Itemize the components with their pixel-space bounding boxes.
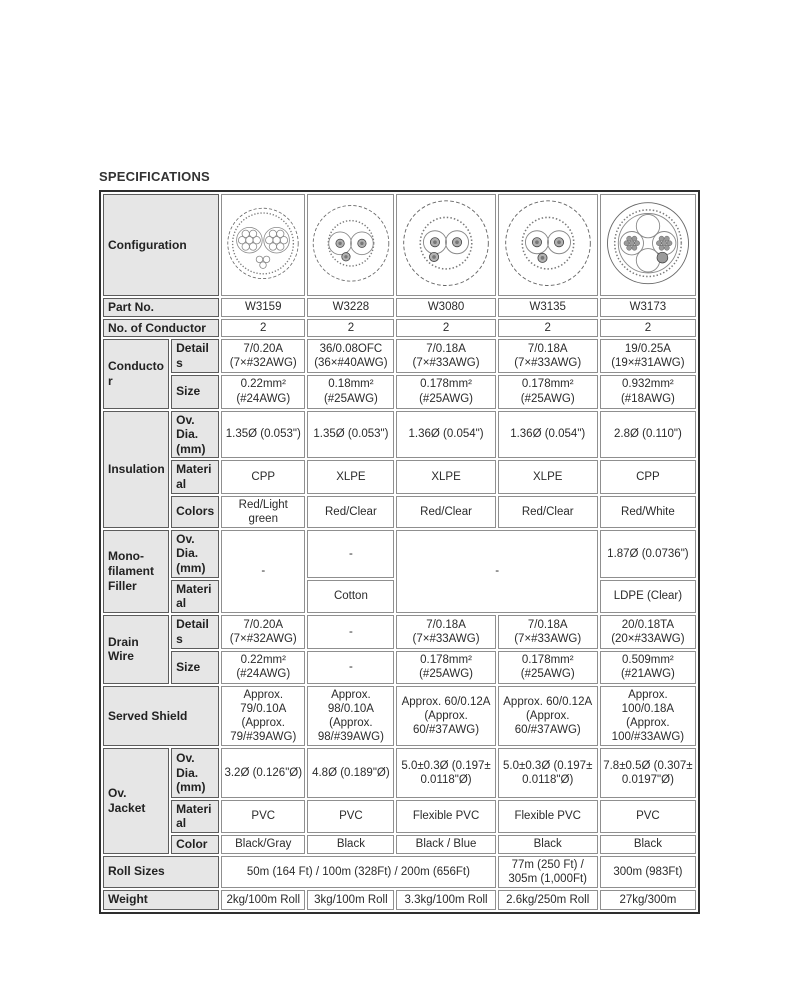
jacket-ov-dia-w3173: 7.8±0.5Ø (0.307± 0.0197"Ø) <box>600 748 696 798</box>
conductor-count-w3159: 2 <box>221 319 305 338</box>
conductor-count-w3080: 2 <box>396 319 495 338</box>
filler-ov-dia-w3228: - <box>307 530 394 578</box>
insulation-colors-w3135: Red/Clear <box>498 496 598 528</box>
jacket-color-w3080: Black / Blue <box>396 835 495 854</box>
insulation-ov-dia-w3173: 2.8Ø (0.110") <box>600 411 696 459</box>
insulation-material-w3135: XLPE <box>498 460 598 493</box>
conductor-size-w3135: 0.178mm² (#25AWG) <box>498 375 598 409</box>
insulation-ov-dia-w3159: 1.35Ø (0.053") <box>221 411 305 459</box>
configuration-cell-w3173 <box>600 194 696 296</box>
filler-w3159: - <box>221 530 305 613</box>
weight-label: Weight <box>103 890 219 910</box>
row-drain-size <box>103 651 696 684</box>
row-served-shield <box>103 686 696 746</box>
jacket-material-w3159: PVC <box>221 800 305 833</box>
weight-w3228: 3kg/100m Roll <box>307 890 394 910</box>
configuration-cell-w3135 <box>498 194 598 296</box>
drain-size-w3135: 0.178mm² (#25AWG) <box>498 651 598 684</box>
drain-details-w3159: 7/0.20A (7×#32AWG) <box>221 615 305 649</box>
insulation-ov-dia-w3228: 1.35Ø (0.053") <box>307 411 394 459</box>
roll-sizes-w3135: 77m (250 Ft) / 305m (1,000Ft) <box>498 856 598 888</box>
part-no-w3135: W3135 <box>498 298 598 317</box>
conductor-details-w3135: 7/0.18A (7×#33AWG) <box>498 339 598 372</box>
row-jacket-color <box>103 835 696 854</box>
conductor-details-w3173: 19/0.25A (19×#31AWG) <box>600 339 696 372</box>
conductor-details-w3228: 36/0.08OFC (36×#40AWG) <box>307 339 394 372</box>
ov-jacket-label: Ov. Jacket <box>103 748 169 854</box>
drain-size-label: Size <box>171 651 219 684</box>
part-no-w3173: W3173 <box>600 298 696 317</box>
jacket-ov-dia-w3159: 3.2Ø (0.126"Ø) <box>221 748 305 798</box>
drain-details-w3173: 20/0.18TA (20×#33AWG) <box>600 615 696 649</box>
conductor-details-label: Details <box>171 339 219 372</box>
row-jacket-ov-dia <box>103 748 696 798</box>
filler-material-w3173: LDPE (Clear) <box>600 580 696 613</box>
roll-sizes-label: Roll Sizes <box>103 856 219 888</box>
configuration-cell-w3228 <box>307 194 394 296</box>
spec-sheet <box>99 169 703 914</box>
insulation-colors-w3173: Red/White <box>600 496 696 528</box>
jacket-material-w3080: Flexible PVC <box>396 800 495 833</box>
insulation-ov-dia-w3135: 1.36Ø (0.054") <box>498 411 598 459</box>
drain-size-w3228: - <box>307 651 394 684</box>
insulation-material-label: Material <box>171 460 219 493</box>
served-shield-label: Served Shield <box>103 686 219 746</box>
row-conductor-details <box>103 339 696 372</box>
configuration-cell-w3080 <box>396 194 495 296</box>
conductor-details-w3159: 7/0.20A (7×#32AWG) <box>221 339 305 372</box>
insulation-material-w3080: XLPE <box>396 460 495 493</box>
no-of-conductor-label: No. of Conductor <box>103 319 219 338</box>
configuration-label: Configuration <box>103 194 219 296</box>
conductor-size-w3173: 0.932mm² (#18AWG) <box>600 375 696 409</box>
conductor-count-w3228: 2 <box>307 319 394 338</box>
jacket-color-w3159: Black/Gray <box>221 835 305 854</box>
cable-cross-section-w3135-icon <box>502 199 594 291</box>
specifications-table <box>99 190 700 914</box>
insulation-colors-w3228: Red/Clear <box>307 496 394 528</box>
row-conductor-size <box>103 375 696 409</box>
row-insulation-material <box>103 460 696 493</box>
filler-ov-dia-w3173: 1.87Ø (0.0736") <box>600 530 696 578</box>
conductor-size-w3080: 0.178mm² (#25AWG) <box>396 375 495 409</box>
filler-w3080-w3135: - <box>396 530 597 613</box>
served-shield-w3135: Approx. 60/0.12A (Approx. 60/#37AWG) <box>498 686 598 746</box>
row-part-no <box>103 298 696 317</box>
conductor-size-w3228: 0.18mm² (#25AWG) <box>307 375 394 409</box>
weight-w3080: 3.3kg/100m Roll <box>396 890 495 910</box>
weight-w3159: 2kg/100m Roll <box>221 890 305 910</box>
page-title: SPECIFICATIONS <box>99 169 210 184</box>
conductor-size-w3159: 0.22mm² (#24AWG) <box>221 375 305 409</box>
row-roll-sizes <box>103 856 696 888</box>
part-no-w3228: W3228 <box>307 298 394 317</box>
jacket-material-label: Material <box>171 800 219 833</box>
insulation-colors-w3159: Red/Light green <box>221 496 305 528</box>
jacket-color-w3135: Black <box>498 835 598 854</box>
insulation-ov-dia-label: Ov. Dia. (mm) <box>171 411 219 459</box>
drain-size-w3080: 0.178mm² (#25AWG) <box>396 651 495 684</box>
drain-size-w3159: 0.22mm² (#24AWG) <box>221 651 305 684</box>
weight-w3173: 27kg/300m <box>600 890 696 910</box>
row-filler-ov-dia <box>103 530 696 578</box>
insulation-colors-w3080: Red/Clear <box>396 496 495 528</box>
insulation-material-w3173: CPP <box>600 460 696 493</box>
cable-cross-section-w3159-icon <box>223 199 303 291</box>
served-shield-w3080: Approx. 60/0.12A (Approx. 60/#37AWG) <box>396 686 495 746</box>
conductor-count-w3135: 2 <box>498 319 598 338</box>
part-no-w3080: W3080 <box>396 298 495 317</box>
conductor-size-label: Size <box>171 375 219 409</box>
insulation-ov-dia-w3080: 1.36Ø (0.054") <box>396 411 495 459</box>
row-jacket-material <box>103 800 696 833</box>
drain-details-w3135: 7/0.18A (7×#33AWG) <box>498 615 598 649</box>
cable-cross-section-w3228-icon <box>309 199 393 291</box>
roll-sizes-w3173: 300m (983Ft) <box>600 856 696 888</box>
weight-w3135: 2.6kg/250m Roll <box>498 890 598 910</box>
row-configuration <box>103 194 696 296</box>
drain-wire-label: Drain Wire <box>103 615 169 684</box>
jacket-material-w3135: Flexible PVC <box>498 800 598 833</box>
part-no-w3159: W3159 <box>221 298 305 317</box>
jacket-color-w3228: Black <box>307 835 394 854</box>
conductor-count-w3173: 2 <box>600 319 696 338</box>
drain-size-w3173: 0.509mm² (#21AWG) <box>600 651 696 684</box>
insulation-colors-label: Colors <box>171 496 219 528</box>
mono-filament-filler-label: Mono-filament Filler <box>103 530 169 613</box>
row-insulation-colors <box>103 496 696 528</box>
row-weight <box>103 890 696 910</box>
filler-material-w3228: Cotton <box>307 580 394 613</box>
jacket-ov-dia-label: Ov. Dia. (mm) <box>171 748 219 798</box>
insulation-material-w3228: XLPE <box>307 460 394 493</box>
drain-details-label: Details <box>171 615 219 649</box>
configuration-cell-w3159 <box>221 194 305 296</box>
part-no-label: Part No. <box>103 298 219 317</box>
served-shield-w3159: Approx. 79/0.10A (Approx. 79/#39AWG) <box>221 686 305 746</box>
row-insulation-ov-dia <box>103 411 696 459</box>
row-no-of-conductor <box>103 319 696 338</box>
jacket-ov-dia-w3228: 4.8Ø (0.189"Ø) <box>307 748 394 798</box>
filler-material-label: Material <box>171 580 219 613</box>
served-shield-w3173: Approx. 100/0.18A (Approx. 100/#33AWG) <box>600 686 696 746</box>
drain-details-w3080: 7/0.18A (7×#33AWG) <box>396 615 495 649</box>
jacket-ov-dia-w3080: 5.0±0.3Ø (0.197± 0.0118"Ø) <box>396 748 495 798</box>
conductor-label: Conductor <box>103 339 169 408</box>
drain-details-w3228: - <box>307 615 394 649</box>
roll-sizes-w3159-w3228-w3080: 50m (164 Ft) / 100m (328Ft) / 200m (656Ft) <box>221 856 495 888</box>
conductor-details-w3080: 7/0.18A (7×#33AWG) <box>396 339 495 372</box>
insulation-label: Insulation <box>103 411 169 528</box>
row-drain-details <box>103 615 696 649</box>
jacket-ov-dia-w3135: 5.0±0.3Ø (0.197± 0.0118"Ø) <box>498 748 598 798</box>
insulation-material-w3159: CPP <box>221 460 305 493</box>
jacket-material-w3228: PVC <box>307 800 394 833</box>
jacket-color-label: Color <box>171 835 219 854</box>
served-shield-w3228: Approx. 98/0.10A (Approx. 98/#39AWG) <box>307 686 394 746</box>
jacket-material-w3173: PVC <box>600 800 696 833</box>
filler-ov-dia-label: Ov. Dia. (mm) <box>171 530 219 578</box>
cable-cross-section-w3173-icon <box>603 199 693 291</box>
cable-cross-section-w3080-icon <box>400 199 492 291</box>
jacket-color-w3173: Black <box>600 835 696 854</box>
